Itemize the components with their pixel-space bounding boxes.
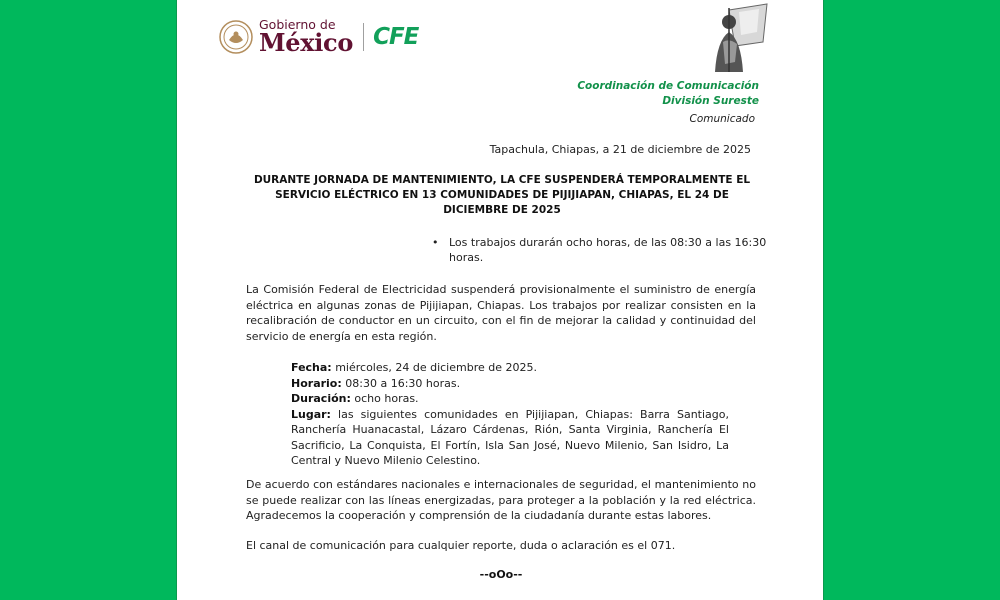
- mexico-seal-icon: [219, 20, 253, 54]
- gob-big-text: México: [259, 28, 354, 58]
- place-date: Tapachula, Chiapas, a 21 de diciembre de 2025: [489, 143, 751, 156]
- bullet-dot-icon: •: [432, 236, 439, 249]
- lugar-label: Lugar:: [291, 407, 331, 421]
- detail-horario: [291, 376, 729, 392]
- details-block: [291, 360, 729, 469]
- closing-mark: --oOo--: [479, 568, 523, 581]
- detail-lugar: [291, 407, 729, 469]
- gobierno-logo: [259, 16, 354, 58]
- woman-flag-emblem-icon: [699, 2, 771, 74]
- lugar-value: las siguientes comunidades en Pijijiapan, Chiapas: Barra Santiago, Ranchería Huanacastal, Lázaro Cárdenas, Rión, Santa Virginia, Ranchería El Sacrificio, La Conquista, El Fortín, Isla San José, Nuevo Milenio, San Isidro, La Central y Nuevo Milenio Celestino.: [291, 407, 729, 467]
- header-logos: [219, 17, 418, 57]
- document-type: Comunicado: [689, 113, 755, 125]
- bullet-text: Los trabajos durarán ocho horas, de las 08:30 a las 16:30 horas.: [449, 236, 767, 264]
- horario-label: Horario:: [291, 376, 342, 390]
- logo-divider: [363, 23, 364, 51]
- fecha-label: Fecha:: [291, 361, 332, 374]
- headline: DURANTE JORNADA DE MANTENIMIENTO, LA CFE SUSPENDERÁ TEMPORALMENTE EL SERVICIO ELÉCTRICO EN 13 COMUNIDADES DE PIJIJIAPAN, CHIAPAS, EL 24 DE DICIEMBRE DE 2025: [253, 174, 751, 216]
- coordination-block: [577, 79, 759, 109]
- duracion-label: Duración:: [291, 392, 351, 405]
- paragraph-contact: El canal de comunicación para cualquier reporte, duda o aclaración es el 071.: [246, 539, 676, 552]
- coordination-line-2: División Sureste: [662, 95, 759, 107]
- cfe-logo: CFE: [373, 24, 419, 50]
- detail-fecha: [291, 360, 729, 376]
- coordination-line-1: Coordinación de Comunicación: [577, 80, 759, 92]
- paragraph-safety: De acuerdo con estándares nacionales e internacionales de seguridad, el mantenimiento no se puede realizar con las líneas energizadas, para proteger a la población y la red eléctrica. Agradecemos la cooperación y comprensión de la ciudadanía durante estas labores.: [246, 478, 756, 522]
- duracion-value: ocho horas.: [350, 392, 419, 405]
- detail-duracion: [291, 391, 729, 407]
- bullet-item: [432, 235, 772, 265]
- gob-small-text: Gobierno de: [259, 16, 336, 32]
- paragraph-intro: La Comisión Federal de Electricidad suspenderá provisionalmente el suministro de energía eléctrica en algunas zonas de Pijijiapan, Chiapas. Los trabajos por realizar consisten en la recalibración de conductor en un circuito, con el fin de mejorar la calidad y continuidad del servicio de energía en esta región.: [246, 283, 756, 343]
- document-page: [176, 0, 824, 600]
- horario-value: 08:30 a 16:30 horas.: [341, 376, 461, 390]
- fecha-value: miércoles, 24 de diciembre de 2025.: [331, 361, 537, 374]
